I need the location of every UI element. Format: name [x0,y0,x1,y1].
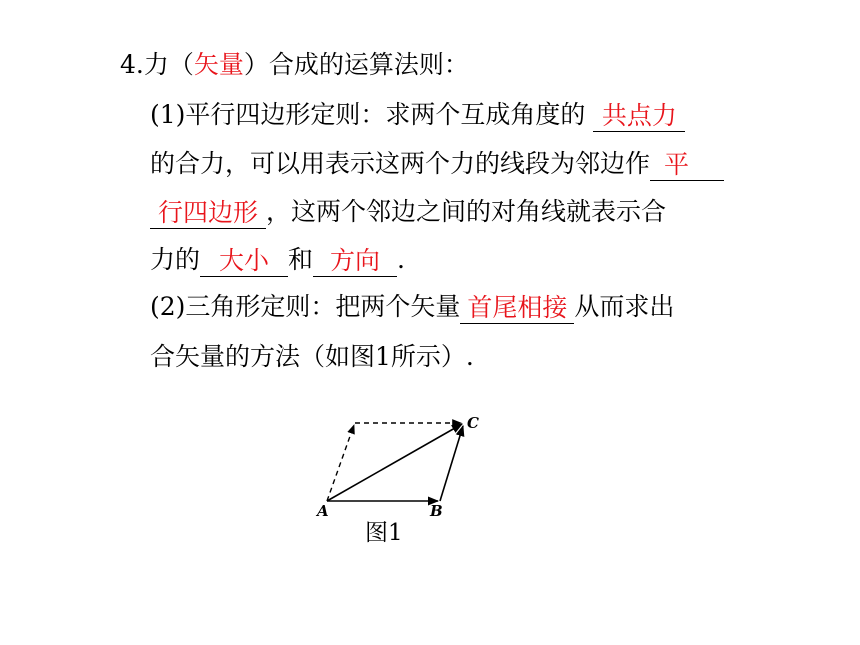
heading-number: 4. [120,50,144,79]
label-b: B [430,502,443,520]
vector-parallelogram-figure [312,405,492,523]
rule1-line4 [150,243,405,277]
rule1-line4-end: . [397,245,405,274]
rule2-line1 [150,290,674,324]
answer-parallelogram-part2: 行四边形 [157,198,258,227]
answer-concurrent-forces: 共点力 [601,101,677,130]
blank-magnitude [200,246,288,277]
rule1-line1 [150,98,685,132]
heading-post: ）合成的运算法则： [243,50,469,79]
vector-bc [440,426,463,501]
rule2-line1-end: 从而求出 [574,292,675,321]
heading-pre: 力（ [143,50,194,79]
section-heading [120,48,469,82]
rule2-line1-text: (2)三角形定则：把两个矢量 [150,292,461,321]
answer-parallelogram-part1: 平 [664,150,690,179]
heading-key-term: 矢量 [193,50,244,79]
rule1-line1-text: (1)平行四边形定则：求两个互成角度的 [150,100,586,129]
blank-head-to-tail [460,293,574,324]
rule1-line2 [150,147,724,181]
blank-direction [313,246,397,277]
rule2-line2-text: 合矢量的方法（如图1所示）. [150,342,474,371]
blank-parallelogram-start [650,150,724,181]
rule1-line3 [150,195,666,229]
rule1-line3-text: ，这两个邻边之间的对角线就表示合 [266,197,667,226]
vector-ac-resultant [327,424,462,501]
label-c: C [467,414,479,432]
blank-concurrent-forces [593,101,685,132]
label-a: A [317,502,329,520]
vector-ad-dashed [327,425,354,501]
blank-parallelogram-end [150,198,266,229]
rule2-line2 [150,340,474,374]
answer-magnitude: 大小 [219,246,270,275]
answer-direction: 方向 [330,246,381,275]
figure-caption: 图1 [365,520,403,546]
answer-head-to-tail: 首尾相接 [467,293,568,322]
rule1-line2-text: 的合力，可以用表示这两个力的线段为邻边作 [150,149,651,178]
rule1-line4-pre: 力的 [150,245,201,274]
rule1-line4-mid: 和 [288,245,314,274]
